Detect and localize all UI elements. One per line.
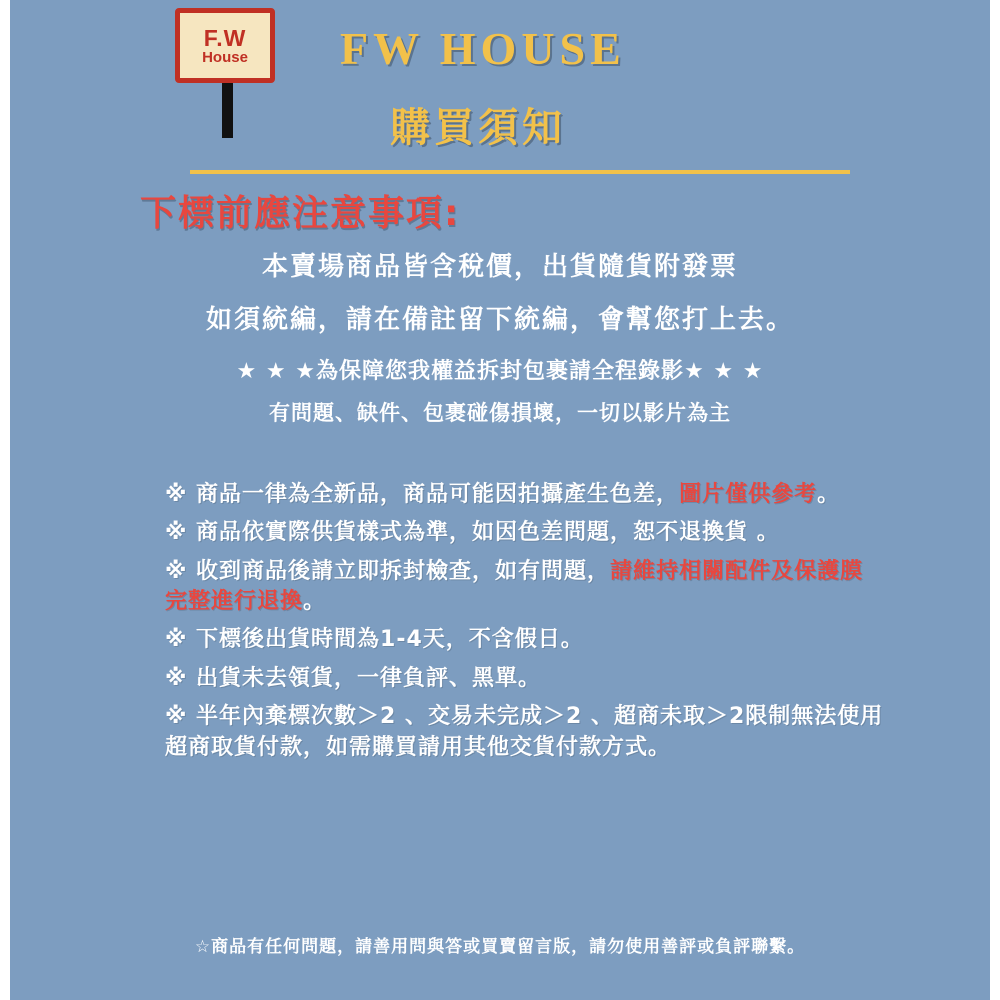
list-item (165, 664, 885, 694)
list-item (165, 480, 885, 510)
bullet-suffix: 。 (303, 589, 327, 615)
intro-block (10, 246, 990, 427)
brand-logo (175, 8, 280, 138)
logo-line-2: House (202, 48, 248, 66)
bullet-text: ※ 商品一律為全新品，商品可能因拍攝產生色差， (165, 482, 680, 507)
bullet-highlight: 圖片僅供參考 (679, 482, 818, 507)
page-subtitle: 購買須知 (390, 105, 566, 151)
footer-note: ☆商品有任何問題，請善用問與答或買賣留言版，請勿使用善評或負評聯繫。 (194, 937, 806, 957)
list-item (165, 702, 885, 763)
bullet-text: ※ 商品依實際供貨樣式為準，如因色差問題，恕不退換貨 。 (165, 520, 780, 546)
logo-line-1: F.W (203, 24, 247, 51)
intro-line-1: 本賣場商品皆含稅價，出貨隨貨附發票 (261, 252, 738, 281)
bullet-suffix: 。 (817, 482, 841, 507)
bullet-text: ※ 半年內棄標次數＞2 、交易未完成＞2 、超商未取＞2限制無法使用超商取貨付款，如需購買請用其他交貨付款方式。 (165, 704, 884, 760)
list-item (165, 518, 885, 548)
intro-line-2: 如須統編，請在備註留下統編，會幫您打上去。 (205, 305, 794, 334)
bullet-list (165, 480, 885, 771)
notice-heading: 下標前應注意事項: (140, 193, 461, 234)
logo-post (222, 83, 233, 138)
brand-title: FW HOUSE (340, 23, 626, 74)
bullet-text: ※ 收到商品後請立即拆封檢查，如有問題， (165, 558, 611, 584)
list-item (165, 557, 885, 618)
list-item (165, 625, 885, 655)
intro-line-4: 有問題、缺件、包裹碰傷損壞，一切以影片為主 (269, 401, 731, 425)
bullet-text: ※ 出貨未去領貨，一律負評、黑單。 (165, 665, 542, 691)
bullet-highlight: 請維持相關配件及保護膜完整進行退換 (165, 558, 864, 615)
bullet-text: ※ 下標後出貨時間為1-4天，不含假日。 (165, 627, 584, 653)
page-header (10, 0, 990, 170)
logo-sign (175, 8, 275, 83)
header-divider (190, 170, 850, 174)
intro-line-3: ★ ★ ★為保障您我權益拆封包裹請全程錄影★ ★ ★ (236, 359, 764, 384)
